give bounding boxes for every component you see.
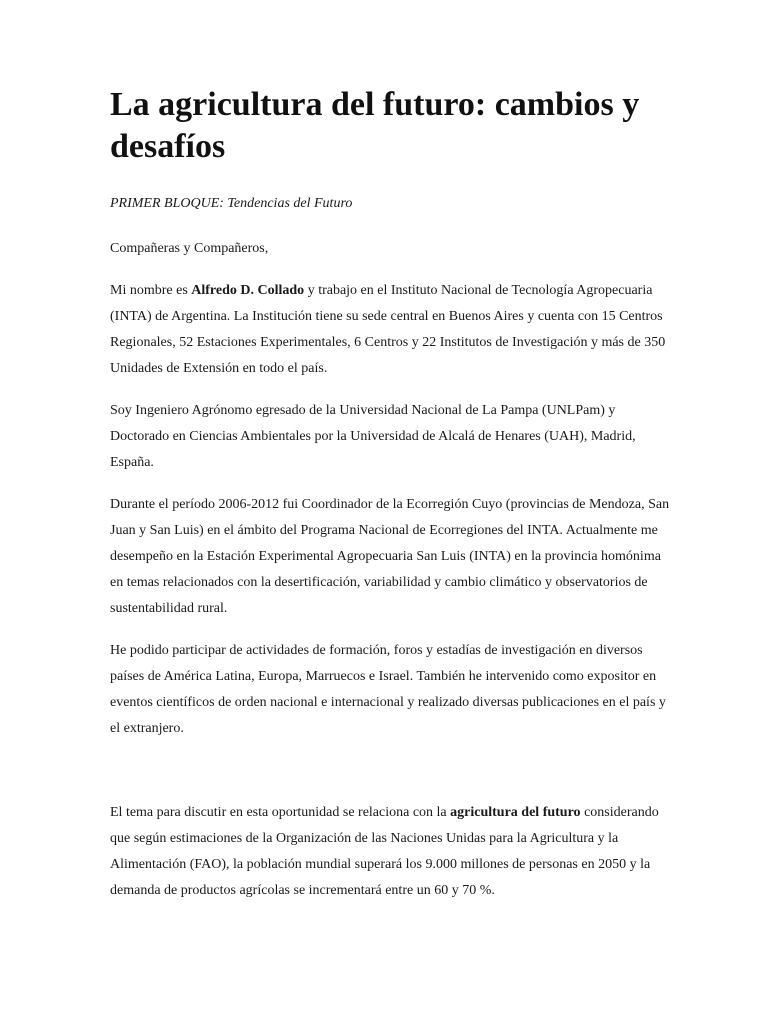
author-name: Alfredo D. Collado [191, 283, 305, 298]
document-page [110, 84, 670, 904]
paragraph-introduction-text-end: y trabajo en el Instituto Nacional de Tecnología Agropecuaria (INTA) de Argentina. La Institución tiene su sede central en Buenos Aires y cuenta con 15 Centros Regionales, 52 Estaciones Experimentales, 6 Centros y 22 Institutos de Investigación y más de 350 Unidades de Extensión en todo el país. [110, 283, 666, 376]
greeting: Compañeras y Compañeros, [110, 241, 269, 256]
paragraph-introduction [110, 278, 670, 382]
paragraph-topic [110, 800, 670, 904]
paragraph-topic-text-end: considerando que según estimaciones de la Organización de las Naciones Unidas para la Agricultura y la Alimentación (FAO), la población mundial superará los 9.000 millones de personas en 2050 y la demanda de productos agrícolas se incrementará entre un 60 y 70 %. [110, 805, 659, 898]
paragraph-activities: He podido participar de actividades de formación, foros y estadías de investigación en diversos países de América Latina, Europa, Marruecos e Israel. También he intervenido como expositor en eventos científicos de orden nacional e internacional y realizado diversas publicaciones en el país y el extranjero. [110, 643, 666, 736]
paragraph-career: Durante el período 2006-2012 fui Coordinador de la Ecorregión Cuyo (provincias de Mendoza, San Juan y San Luis) en el ámbito del Programa Nacional de Ecorregiones del INTA. Actualmente me desempeño en la Estación Experimental Agropecuaria San Luis (INTA) en la provincia homónima en temas relacionados con la desertificación, variabilidad y cambio climático y observatorios de sustentabilidad rural. [110, 497, 670, 616]
paragraph-introduction-text-start: Mi nombre es [110, 283, 192, 298]
document-title: La agricultura del futuro: cambios y desafíos [110, 86, 640, 165]
paragraph-education: Soy Ingeniero Agrónomo egresado de la Universidad Nacional de La Pampa (UNLPam) y Doctorado en Ciencias Ambientales por la Universidad de Alcalá de Henares (UAH), Madrid, España. [110, 403, 636, 470]
paragraph-topic-text-start: El tema para discutir en esta oportunidad se relaciona con la [110, 805, 451, 820]
section-subtitle: PRIMER BLOQUE: Tendencias del Futuro [110, 196, 353, 211]
topic-highlight: agricultura del futuro [450, 805, 581, 820]
